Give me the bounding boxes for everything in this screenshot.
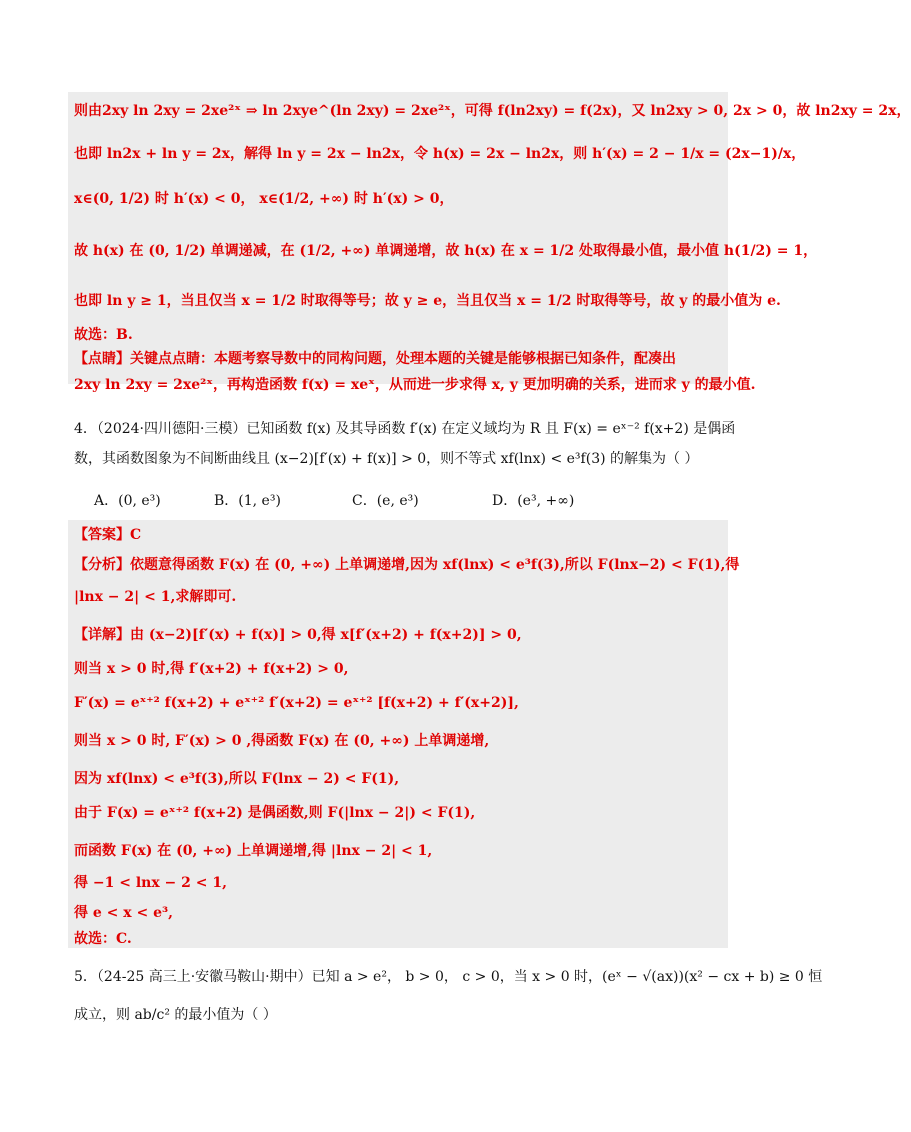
q4-detail-line-9: 得 e < x < e³, <box>74 905 173 921</box>
prev-solution-line-2: 也即 ln2x + ln y = 2x，解得 ln y = 2x − ln2x，令 h(x) = 2x − ln2x，则 h′(x) = 2 − 1/x = (2x−1)/x， <box>74 146 806 162</box>
q4-option-a[interactable]: A．(0, e³) <box>94 493 161 509</box>
q4-detail-line-6: 由于 F(x) = eˣ⁺² f(x+2) 是偶函数,则 F(|lnx − 2|) < F(1), <box>74 805 476 821</box>
q4-detail-line-5: 因为 xf(lnx) < e³f(3),所以 F(lnx − 2) < F(1), <box>74 771 400 787</box>
q4-answer: 【答案】C <box>74 527 142 543</box>
q4-detail-line-1: 【详解】由 (x−2)[f′(x) + f(x)] > 0,得 x[f′(x+2) + f(x+2)] > 0, <box>74 627 522 643</box>
prev-solution-line-5: 也即 ln y ≥ 1，当且仅当 x = 1/2 时取得等号；故 y ≥ e，当且仅当 x = 1/2 时取得等号，故 y 的最小值为 e. <box>74 293 781 309</box>
q4-stem-line-2: 数，其函数图象为不间断曲线且 (x−2)[f′(x) + f(x)] > 0，则不等式 xf(lnx) < e³f(3) 的解集为（ ） <box>74 451 699 467</box>
q4-option-c[interactable]: C．(e, e³) <box>352 493 419 509</box>
q4-detail-line-10: 故选：C. <box>74 931 132 947</box>
tip-line-2: 2xy ln 2xy = 2xe²ˣ，再构造函数 f(x) = xeˣ，从而进一步求得 x, y 更加明确的关系，进而求 y 的最小值. <box>74 377 756 393</box>
q4-detail-line-8: 得 −1 < lnx − 2 < 1, <box>74 875 227 891</box>
q4-analysis-line-2: |lnx − 2| < 1,求解即可. <box>74 589 237 605</box>
prev-solution-line-1: 则由2xy ln 2xy = 2xe²ˣ ⇒ ln 2xye^(ln 2xy) = 2xe²ˣ，可得 f(ln2xy) = f(2x)，又 ln2xy > 0, 2x > 0，故 ln2xy = 2x， <box>74 103 911 119</box>
q4-detail-line-2: 则当 x > 0 时,得 f′(x+2) + f(x+2) > 0, <box>74 661 349 677</box>
q4-stem-line-1: 4．（2024·四川德阳·三模）已知函数 f(x) 及其导函数 f′(x) 在定义域均为 R 且 F(x) = eˣ⁻² f(x+2) 是偶函 <box>74 421 736 437</box>
prev-solution-line-3: x∈(0, 1/2) 时 h′(x) < 0， x∈(1/2, +∞) 时 h′(x) > 0， <box>74 191 454 207</box>
q4-analysis-line-1: 【分析】依题意得函数 F(x) 在 (0, +∞) 上单调递增,因为 xf(lnx) < e³f(3),所以 F(lnx−2) < F(1),得 <box>74 557 740 573</box>
q4-detail-line-4: 则当 x > 0 时, F′(x) > 0 ,得函数 F(x) 在 (0, +∞) 上单调递增, <box>74 733 490 749</box>
q4-option-b[interactable]: B．(1, e³) <box>214 493 281 509</box>
q4-detail-line-3: F′(x) = eˣ⁺² f(x+2) + eˣ⁺² f′(x+2) = eˣ⁺² [f(x+2) + f′(x+2)], <box>74 695 519 711</box>
q5-stem-line-2: 成立，则 ab/c² 的最小值为（ ） <box>74 1007 277 1023</box>
q4-option-d[interactable]: D．(e³, +∞) <box>492 493 575 509</box>
q5-stem-line-1: 5．（24-25 高三上·安徽马鞍山·期中）已知 a > e²， b > 0， c > 0，当 x > 0 时，(eˣ − √(ax))(x² − cx + b) ≥ 0 恒 <box>74 969 823 985</box>
tip-line-1: 【点睛】关键点点睛：本题考察导数中的同构问题，处理本题的关键是能够根据已知条件，配凑出 <box>74 351 676 367</box>
prev-solution-line-6: 故选：B. <box>74 327 133 343</box>
q4-detail-line-7: 而函数 F(x) 在 (0, +∞) 上单调递增,得 |lnx − 2| < 1, <box>74 843 433 859</box>
prev-solution-line-4: 故 h(x) 在 (0, 1/2) 单调递减，在 (1/2, +∞) 单调递增，故 h(x) 在 x = 1/2 处取得最小值，最小值 h(1/2) = 1， <box>74 243 818 259</box>
